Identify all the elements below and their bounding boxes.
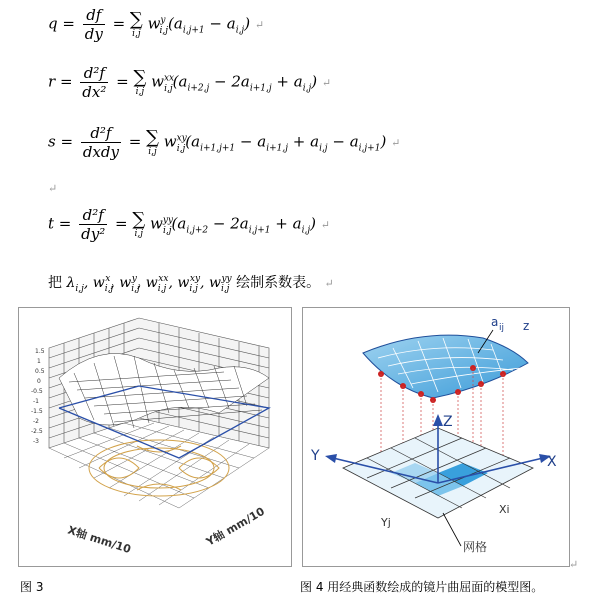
weight-sub: i,j bbox=[164, 83, 173, 94]
svg-text:-0.5: -0.5 bbox=[31, 388, 43, 395]
term-sub: i,j bbox=[301, 225, 311, 236]
label-z-top: z bbox=[523, 319, 530, 333]
summation: ∑ i,j bbox=[133, 66, 147, 97]
term-sub: i+1,j bbox=[249, 83, 272, 94]
weight-symbol: w bbox=[151, 72, 164, 91]
z-axis-ticks bbox=[31, 348, 45, 445]
svg-text:1: 1 bbox=[37, 358, 41, 365]
equation-t: t = $\frac{\text{d²f}}{\text{dy²}}$ = ∑ i,j $w^{yy}_{i,j}(a_{i,j+2} - 2a_{i,j+1} + a_{i,j})$ ↵ bbox=[48, 206, 330, 243]
label-Y: Y bbox=[311, 448, 320, 464]
paragraph-mark: ↵ bbox=[321, 76, 332, 90]
sum-subscript: i,j bbox=[134, 228, 144, 239]
lambda-sub: i,j bbox=[75, 283, 84, 294]
denominator: dx² bbox=[82, 83, 107, 101]
eq-lhs: t = bbox=[48, 214, 72, 233]
denominator: dxdy bbox=[82, 143, 119, 161]
term: (a bbox=[168, 14, 183, 33]
term-sub: i+1,j bbox=[266, 143, 288, 154]
term-sub: i,j+1 bbox=[358, 143, 381, 154]
denominator: dy² bbox=[81, 225, 106, 243]
sum-subscript: i,j bbox=[132, 28, 141, 39]
svg-text:-3: -3 bbox=[33, 438, 39, 445]
fraction bbox=[80, 64, 108, 101]
eq-lhs: q = bbox=[48, 14, 75, 33]
term: (a bbox=[185, 132, 201, 151]
weight-symbol: w bbox=[150, 214, 163, 233]
paragraph-mark: ↵ bbox=[254, 18, 265, 32]
weight-sup: yy bbox=[162, 215, 174, 226]
figure-4-model-diagram bbox=[302, 307, 570, 567]
weight-sup: xy bbox=[176, 133, 187, 144]
weight-sup: xx bbox=[163, 73, 175, 84]
svg-text:-1.5: -1.5 bbox=[31, 408, 43, 415]
svg-text:0: 0 bbox=[37, 378, 41, 385]
paragraph-mark: ↵ bbox=[324, 277, 334, 290]
denominator: dy bbox=[84, 25, 103, 43]
term: − a bbox=[327, 132, 359, 151]
equation-s: s = $\frac{\text{d²f}}{\text{dxdy}}$ = ∑ i,j $w^{xy}_{i,j}(a_{i+1,j+1} - a_{i+1,j} + a_{i,j} - a_{i,j+1})$ ↵ bbox=[48, 124, 401, 161]
numerator: d²f bbox=[79, 206, 107, 225]
term: − 2a bbox=[209, 72, 250, 91]
sum-subscript: i,j bbox=[135, 86, 145, 97]
equation-q: q = $\frac{df}{dy}$ = ∑ i,j $w^y_{i,j}(a_{i,j+1} - a_{i,j})$ ↵ bbox=[48, 6, 265, 43]
weight-sub: i,j bbox=[159, 25, 169, 36]
term-sub: i,j+1 bbox=[248, 225, 271, 236]
sentence-prefix: 把 bbox=[48, 275, 62, 291]
label-X: X bbox=[547, 454, 557, 470]
weight-symbol: w bbox=[163, 132, 177, 151]
numerator: d²f bbox=[81, 124, 121, 143]
label-Yj: Yj bbox=[381, 516, 391, 529]
term-sub: i+1,j+1 bbox=[200, 143, 236, 154]
term: (a bbox=[171, 214, 187, 233]
term-sub: i,j+1 bbox=[182, 25, 205, 36]
fraction bbox=[81, 124, 121, 161]
term: + a bbox=[270, 214, 302, 233]
numerator: df bbox=[83, 6, 105, 25]
term: ) bbox=[310, 214, 316, 233]
summation: ∑ i,j bbox=[132, 208, 146, 239]
term: + a bbox=[288, 132, 320, 151]
weight-sub: i,j bbox=[176, 143, 186, 154]
paragraph-mark: ↵ bbox=[320, 218, 330, 232]
sentence-suffix: 绘制系数表。 bbox=[236, 275, 321, 291]
paragraph-mark: ↵ bbox=[391, 136, 401, 150]
term-sub: i,j bbox=[319, 143, 328, 154]
term-sub: i,j bbox=[302, 83, 312, 94]
equation-r: r = $\frac{\text{d²f}}{\text{dx²}}$ = ∑ i,j $w^{xx}_{i,j}(a_{i+2,j} - 2a_{i+1,j} + a_{i,j})$ ↵ bbox=[48, 64, 332, 101]
label-Xi: Xi bbox=[499, 503, 510, 516]
svg-text:-2.5: -2.5 bbox=[31, 428, 43, 435]
figure-3-surface-plot bbox=[18, 307, 292, 567]
coefficient-sentence: 把 $\lambda_{i,j}$, $w_{i,j}^x$, $w_{i,j}^y$, $w_{i,j}^{xx}$, $w_{i,j}^{xy}$, $w_{i,j}^{yy}$ 绘制系数表。 ↵ bbox=[48, 274, 334, 294]
fraction bbox=[79, 206, 107, 243]
fraction bbox=[83, 6, 105, 43]
eq-lhs: s = bbox=[48, 132, 74, 151]
eq-lhs: r = bbox=[48, 72, 73, 91]
term: ) bbox=[380, 132, 387, 151]
term-sub: i+2,j bbox=[187, 83, 210, 94]
term-sub: i,j bbox=[235, 25, 245, 36]
term: − a bbox=[204, 14, 236, 33]
summation: ∑ i,j bbox=[146, 126, 159, 157]
pointer-grid bbox=[443, 513, 461, 546]
paragraph-mark: ↵ bbox=[569, 558, 579, 571]
label-aij-sub: ij bbox=[499, 323, 505, 333]
surface-plot-svg bbox=[19, 308, 291, 566]
term: (a bbox=[172, 72, 188, 91]
model-diagram-svg bbox=[303, 308, 569, 566]
svg-text:-2: -2 bbox=[33, 418, 39, 425]
term: ) bbox=[311, 72, 318, 91]
weight-symbol: w bbox=[147, 14, 161, 33]
figure-4-caption: 图 4 用经典函数绘成的镜片曲屈面的模型图。 bbox=[300, 580, 544, 594]
paragraph-mark: ↵ bbox=[48, 182, 58, 195]
term: − a bbox=[235, 132, 267, 151]
summation: ∑ i,j bbox=[129, 8, 143, 39]
weight-sub: i,j bbox=[163, 225, 172, 236]
svg-text:0.5: 0.5 bbox=[35, 368, 45, 375]
term: − 2a bbox=[208, 214, 249, 233]
svg-text:1.5: 1.5 bbox=[35, 348, 45, 355]
label-Z: Z bbox=[443, 414, 453, 430]
term: + a bbox=[271, 72, 303, 91]
sum-subscript: i,j bbox=[148, 146, 157, 157]
term-sub: i,j+2 bbox=[186, 225, 209, 236]
x-axis-label: X轴 mm/10 bbox=[66, 523, 133, 557]
lambda-symbol: λ bbox=[66, 275, 76, 291]
term: ) bbox=[244, 14, 251, 33]
weight-sup: y bbox=[160, 15, 166, 26]
numerator: d²f bbox=[80, 64, 108, 83]
label-aij: a bbox=[491, 315, 499, 329]
figure-3-caption: 图 3 bbox=[20, 580, 44, 594]
svg-text:-1: -1 bbox=[33, 398, 39, 405]
label-grid: 网格 bbox=[463, 540, 488, 554]
y-axis-label: Y轴 mm/10 bbox=[204, 504, 267, 549]
